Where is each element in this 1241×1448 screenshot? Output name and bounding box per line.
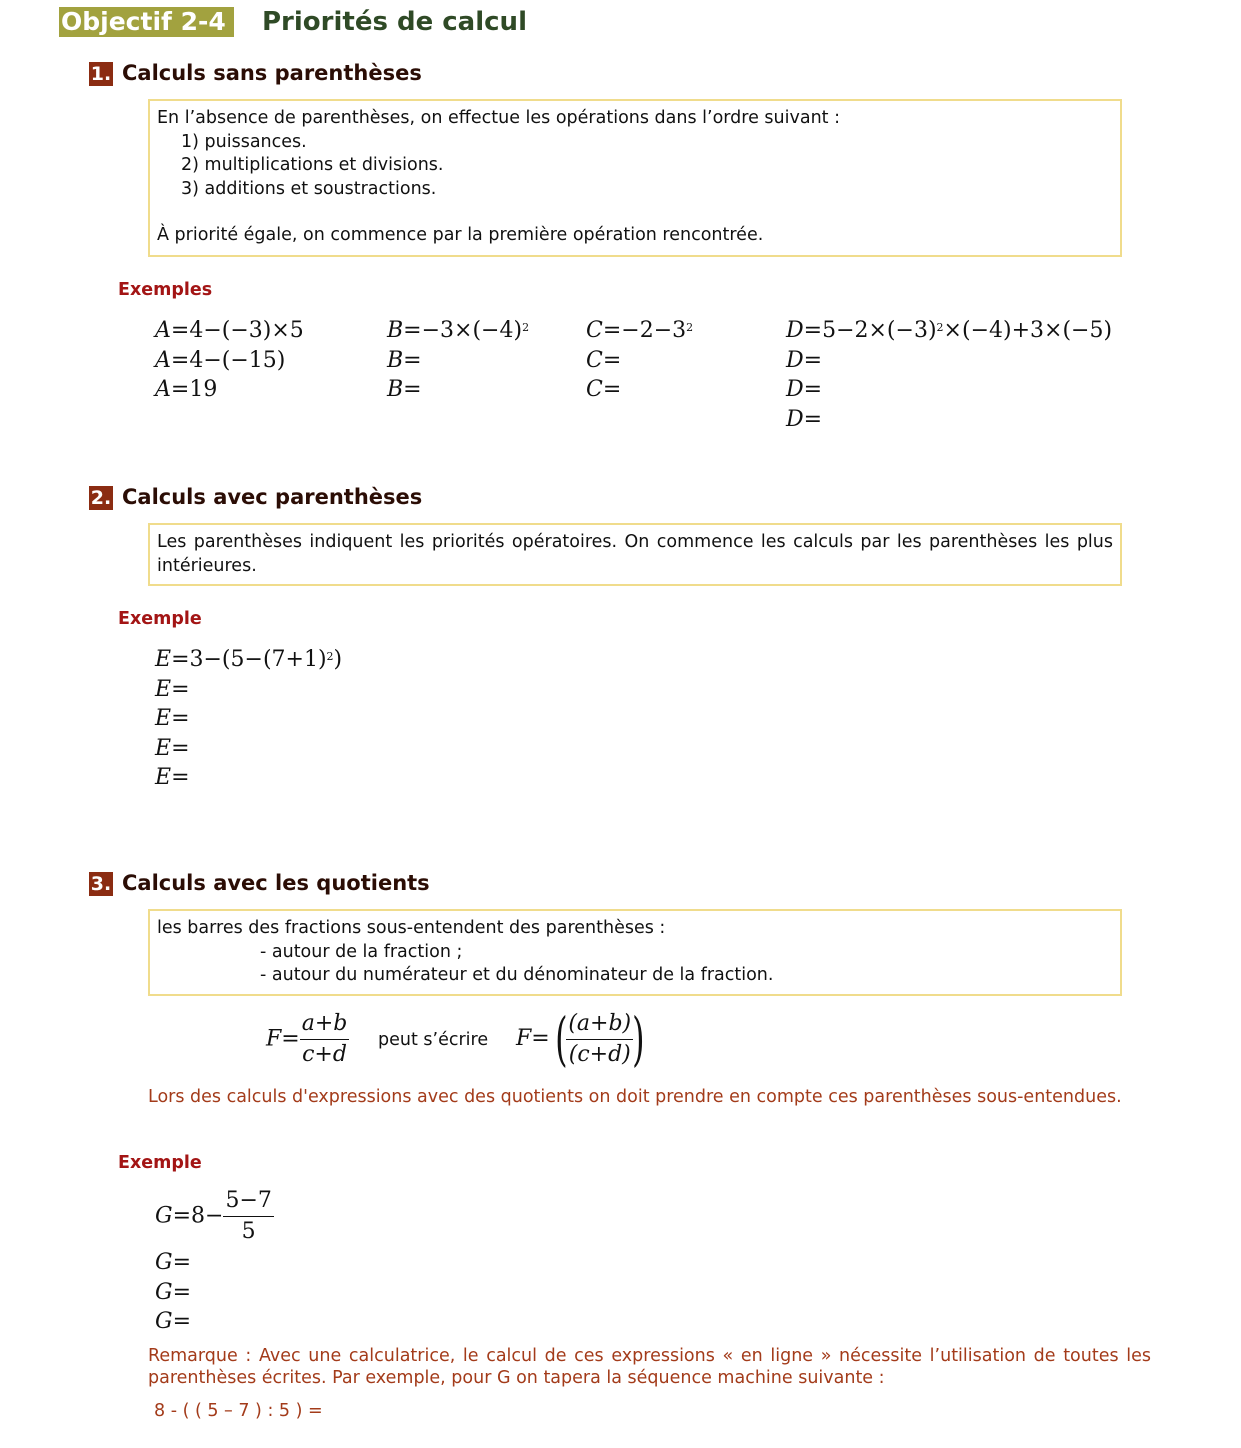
example-C: $C=-2-3^2$ C= C= (586, 318, 694, 402)
section-3-title: Calculs avec les quotients (122, 871, 430, 895)
rule-box-1 (148, 99, 1122, 257)
rule-1-item: 1) puissances. (181, 131, 307, 152)
rule-3-intro: les barres des fractions sous-entendent des parenthèses : (157, 918, 666, 938)
rule-3-item: - autour de la fraction ; (260, 941, 463, 962)
example-G-statement: G=8− $\frac{5-7}{5}$ (155, 1188, 272, 1244)
example-heading-3: Exemple (118, 1153, 202, 1173)
rule-3-item: - autour du numérateur et du dénominateur de la fraction. (260, 965, 774, 985)
formula-F: F= $\frac{a+b}{c+d}$ (266, 1011, 348, 1067)
rule-2-text: Les parenthèses indiquent les priorités opératoires. On commence les calculs par les parenthèses les plus intérieures. (157, 532, 1113, 576)
quotient-note: Lors des calculs d'expressions avec des quotients on doit prendre en compte ces parenthèses sous-entendues. (148, 1087, 1122, 1107)
example-E: $E=3-(5-(7+1)^2)$ E= E= E= E= (155, 647, 343, 790)
rule-1-item: 3) additions et soustractions. (181, 178, 437, 199)
calculator-remark: Remarque : Avec une calculatrice, le calcul de ces expressions « en ligne » nécessite l’utilisation de toutes les parenthèses écrites. Par exemple, pour G on tapera la séquence machine suivante : (148, 1346, 1151, 1388)
example-D: $D=5-2\times(-3)^2\times(-4)+3\times(-5)$ D= D= D= (786, 318, 1113, 432)
objective-badge: Objectif 2-4 (59, 7, 234, 37)
example-heading-2: Exemple (118, 609, 202, 629)
section-3-number: 3. (90, 873, 112, 895)
section-2-number: 2. (90, 487, 112, 509)
page-title: Priorités de calcul (262, 7, 527, 37)
section-1-number: 1. (90, 63, 112, 85)
formula-connector: peut s’écrire (378, 1030, 489, 1050)
rule-1-intro: En l’absence de parenthèses, on effectue les opérations dans l’ordre suivant : (157, 108, 840, 128)
rule-box-2 (148, 523, 1122, 586)
example-B: $B=-3\times(-4)^2$ B= B= (387, 318, 530, 402)
rule-1-note: À priorité égale, on commence par la première opération rencontrée. (157, 225, 764, 245)
rule-box-3 (148, 909, 1122, 996)
calculator-sequence: 8 - ( ( 5 – 7 ) : 5 ) = (154, 1401, 323, 1421)
example-A: A=4−(−3)×5 A=4−(−15) A=19 (155, 318, 304, 402)
rule-1-item: 2) multiplications et divisions. (181, 155, 444, 175)
examples-heading-1: Exemples (118, 280, 213, 300)
section-1-title: Calculs sans parenthèses (122, 61, 422, 85)
example-G-steps: G= G= G= (155, 1250, 192, 1334)
formula-F-parenthesized: F=( $\frac{(a+b)}{(c+d)}$ ) (516, 1005, 645, 1073)
section-2-title: Calculs avec parenthèses (122, 485, 423, 509)
